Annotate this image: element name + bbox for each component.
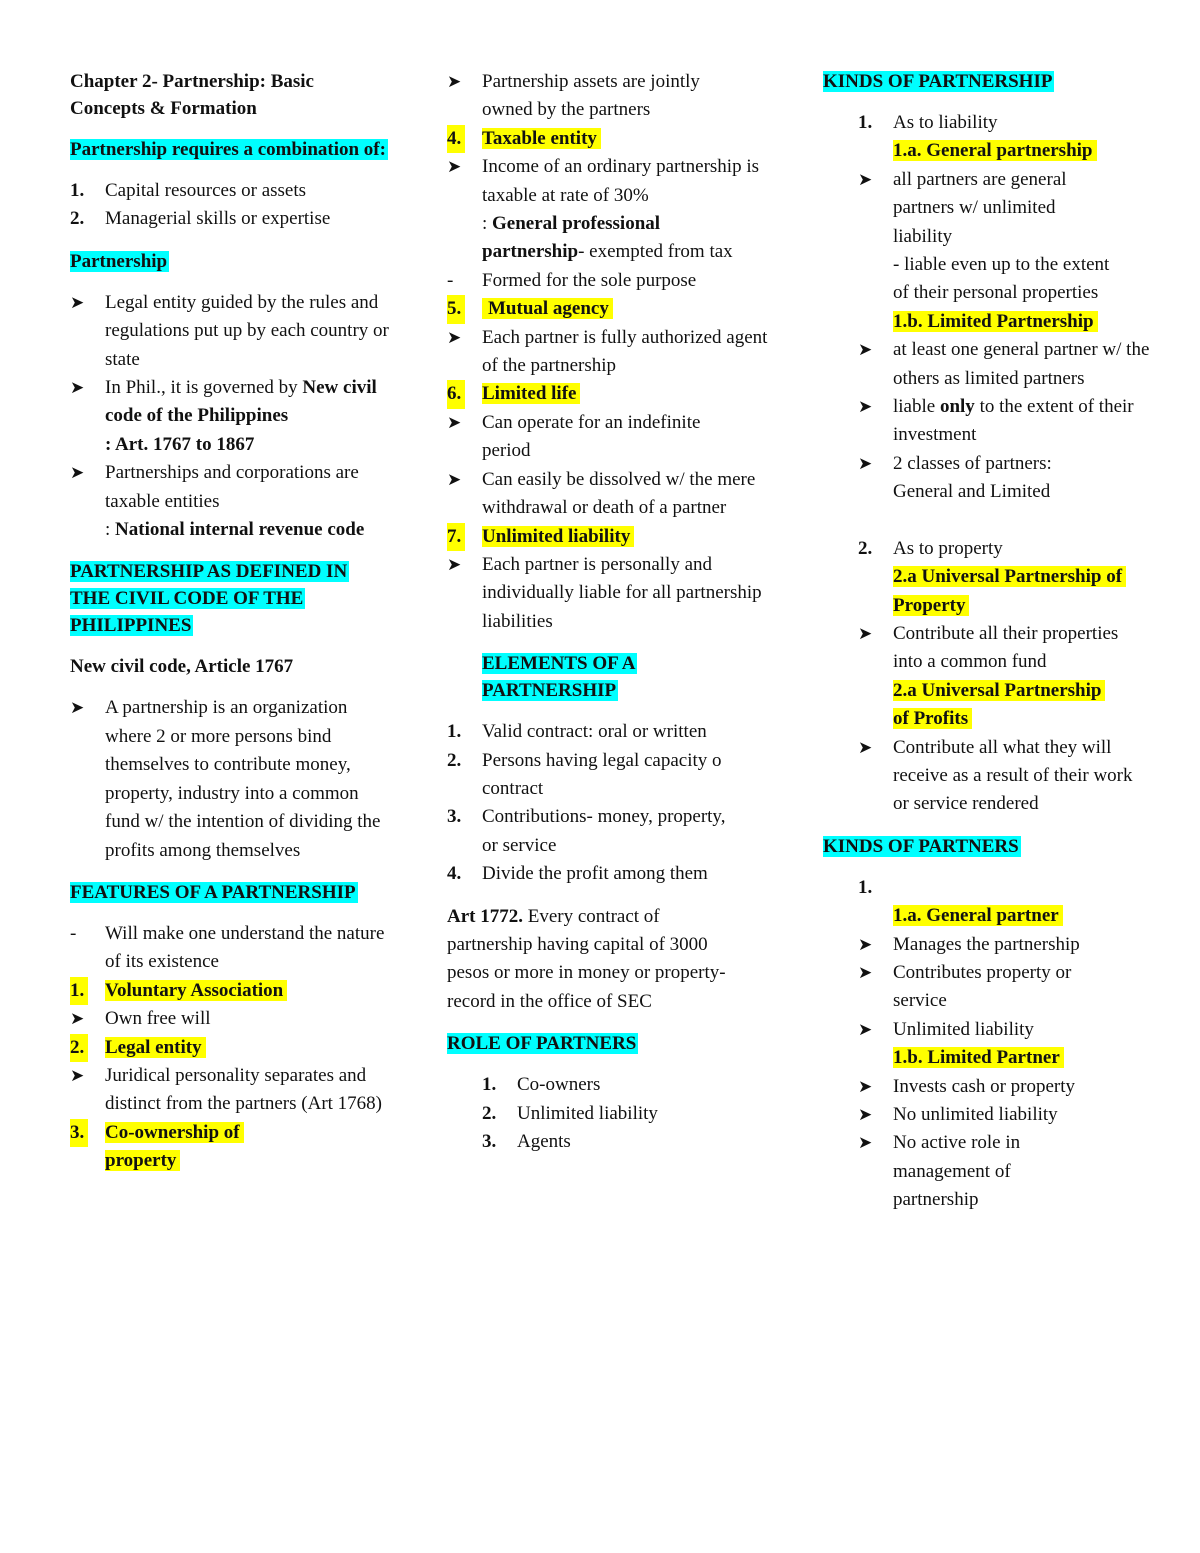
bullet-item: ➤ Contributes property or service (858, 959, 1123, 1016)
arrow-bullet-icon: ➤ (70, 463, 85, 484)
feature-item: 5. Mutual agency (447, 295, 767, 323)
chapter-title: Chapter 2- Partnership: Basic Concepts & Formation (70, 71, 314, 119)
heading-partnership: Partnership (70, 250, 168, 272)
bullet-item: ➤ Partnerships and corporations are taxable entities : National internal revenue code (70, 459, 390, 544)
bullet-item: ➤ liable only to the extent of their investment (858, 393, 1153, 450)
heading-kinds-partners: KINDS OF PARTNERS (823, 835, 1019, 857)
bullet-item: ➤ No unlimited liability (858, 1101, 1153, 1129)
list-item: 4. Divide the profit among them (447, 863, 708, 885)
arrow-bullet-icon: ➤ (70, 1065, 85, 1086)
definition-subheading: New civil code, Article 1767 (70, 656, 294, 678)
heading-role: ROLE OF PARTNERS (447, 1033, 637, 1055)
heading-elements: ELEMENTS OF A PARTNERSHIP (482, 653, 636, 702)
bullet-item: ➤ Contribute all their properties into a common fund (858, 620, 1133, 677)
bullet-item: ➤ Manages the partnership (858, 931, 1153, 959)
bullet-item: ➤ Own free will (70, 1005, 390, 1033)
bullet-item: ➤ Partnership assets are jointly owned by the partners (447, 68, 752, 125)
feature-item: 3. Co-ownership of property (70, 1119, 305, 1176)
bullet-item: ➤ In Phil., it is governed by New civil code of the Philippines : Art. 1767 to 1867 (70, 374, 390, 459)
subheading-universal-profits: 2.a Universal Partnership of Profits (893, 680, 1105, 729)
bullet-item: ➤ Legal entity guided by the rules and regulations put up by each country or state (70, 289, 390, 374)
arrow-bullet-icon: ➤ (70, 378, 85, 399)
heading-requires: Partnership requires a combination of: (70, 139, 386, 160)
bullet-item: ➤ Juridical personality separates and distinct from the partners (Art 1768) (70, 1062, 390, 1119)
list-item: 2. Managerial skills or expertise (70, 208, 331, 230)
bullet-item: ➤ A partnership is an organization where 2 or more persons bind themselves to contribute money, property, industry into a common fund w/ the intention of dividing the profits among themselves (70, 694, 390, 864)
arrow-bullet-icon: ➤ (858, 340, 873, 361)
list-item: 1. Valid contract: oral or written (447, 721, 707, 743)
arrow-bullet-icon: ➤ (447, 72, 462, 92)
subheading-general-partner: 1.a. General partner (893, 905, 1063, 926)
feature-item: 2. Legal entity (70, 1034, 390, 1062)
subheading-limited-partnership: 1.b. Limited Partnership (893, 311, 1098, 332)
bullet-item: ➤ all partners are general partners w/ unlimited liability - liable even up to the extent of their personal properties (858, 166, 1113, 308)
heading-features: FEATURES OF A PARTNERSHIP (70, 881, 356, 903)
column-3 (823, 68, 1153, 1215)
feature-item: 4. Taxable entity (447, 125, 767, 153)
column-1 (70, 68, 390, 1176)
bullet-item: ➤ Unlimited liability (858, 1016, 1153, 1044)
arrow-bullet-icon: ➤ (858, 397, 873, 418)
heading-definition: PARTNERSHIP AS DEFINED IN THE CIVIL CODE OF THE PHILIPPINES (70, 561, 348, 637)
list-item: 1. (858, 876, 873, 898)
arrow-bullet-icon: ➤ (447, 469, 462, 490)
bullet-item: ➤ Can operate for an indefinite period (447, 409, 742, 466)
arrow-bullet-icon: ➤ (858, 962, 873, 983)
dash-item: - Formed for the sole purpose (447, 269, 697, 291)
arrow-bullet-icon: ➤ (858, 453, 873, 474)
dash-item: - Will make one understand the nature of its existence (70, 922, 385, 973)
arrow-bullet-icon: ➤ (858, 623, 873, 644)
arrow-bullet-icon: ➤ (447, 554, 462, 575)
list-item: 1. As to liability (858, 112, 998, 133)
article-1772: Art 1772. Every contract of partnership having capital of 3000 pesos or more in money or property- record in the office of SEC (447, 905, 726, 1012)
heading-kinds-partnership: KINDS OF PARTNERSHIP (823, 71, 1053, 92)
arrow-bullet-icon: ➤ (858, 934, 873, 955)
column-2 (447, 68, 767, 1156)
arrow-bullet-icon: ➤ (447, 412, 462, 433)
bullet-item: ➤ No active role in management of partnership (858, 1129, 1083, 1214)
feature-item: 6. Limited life (447, 380, 767, 408)
arrow-bullet-icon: ➤ (858, 1019, 873, 1040)
list-item: 1. Co-owners (482, 1074, 601, 1096)
arrow-bullet-icon: ➤ (858, 169, 873, 190)
bullet-item: ➤ Invests cash or property (858, 1073, 1153, 1101)
feature-item: 1. Voluntary Association (70, 977, 390, 1005)
list-item: 3. Contributions- money, property, or service (447, 806, 726, 856)
arrow-bullet-icon: ➤ (447, 327, 462, 348)
bullet-item: ➤ at least one general partner w/ the others as limited partners (858, 336, 1153, 393)
subheading-universal-property: 2.a Universal Partnership of Property (893, 566, 1126, 615)
bullet-item: ➤ Each partner is personally and individually liable for all partnership liabilities (447, 551, 767, 636)
arrow-bullet-icon: ➤ (858, 1133, 873, 1154)
arrow-bullet-icon: ➤ (447, 157, 462, 178)
list-item: 1. Capital resources or assets (70, 180, 307, 201)
bullet-item: ➤ Income of an ordinary partnership is taxable at rate of 30% : General professional partnership- exempted from tax (447, 153, 767, 267)
arrow-bullet-icon: ➤ (70, 1009, 85, 1030)
subheading-limited-partner: 1.b. Limited Partner (893, 1047, 1064, 1068)
arrow-bullet-icon: ➤ (858, 1105, 873, 1125)
arrow-bullet-icon: ➤ (858, 1076, 873, 1097)
list-item: 2. Unlimited liability (482, 1102, 658, 1124)
arrow-bullet-icon: ➤ (70, 292, 85, 313)
bullet-item: ➤ Contribute all what they will receive as a result of their work or service rendered (858, 734, 1133, 819)
list-item: 2. Persons having legal capacity o contract (447, 749, 722, 799)
bullet-item: ➤ 2 classes of partners: General and Limited (858, 450, 1113, 507)
arrow-bullet-icon: ➤ (858, 737, 873, 758)
list-item: 3. Agents (482, 1131, 571, 1152)
list-item: 2. As to property (858, 537, 1003, 559)
arrow-bullet-icon: ➤ (70, 698, 85, 719)
feature-item: 7. Unlimited liability (447, 523, 767, 551)
bullet-item: ➤ Each partner is fully authorized agent of the partnership (447, 324, 772, 381)
subheading-general-partnership: 1.a. General partnership (893, 140, 1097, 161)
bullet-item: ➤ Can easily be dissolved w/ the mere withdrawal or death of a partner (447, 466, 767, 523)
